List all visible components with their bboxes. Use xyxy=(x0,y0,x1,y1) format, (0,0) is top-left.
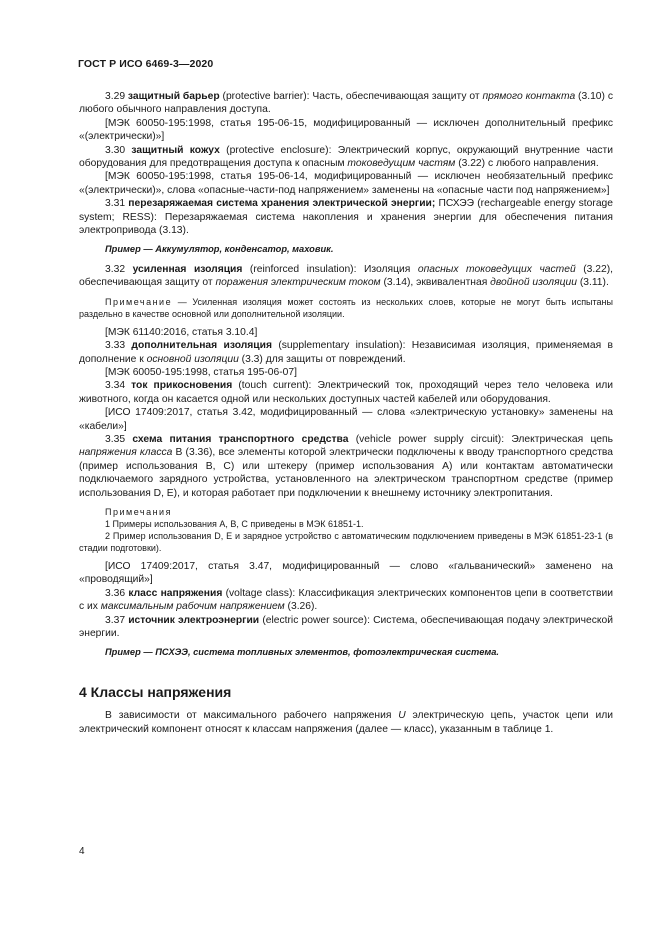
entry-english-term: (electric power source): xyxy=(262,614,370,626)
entry-3-36 xyxy=(79,587,613,614)
entry-text: (3.26). xyxy=(284,601,318,613)
entry-term: ток прикосновения xyxy=(131,380,233,392)
entry-number: 3.32 xyxy=(105,263,126,275)
entry-source: [ИСО 17409:2017, статья 3.47, модифицированный — слово «гальванический» заменено на «проводящий»] xyxy=(79,560,613,586)
entry-text: Изоляция xyxy=(356,263,418,275)
voltage-symbol: U xyxy=(398,710,406,722)
entry-note: 1 Примеры использования A, B, C приведены в МЭК 61851-1. xyxy=(105,518,364,529)
entry-number: 3.30 xyxy=(105,144,126,156)
section-paragraph xyxy=(79,709,613,736)
entry-source: [МЭК 60050-195:1998, статья 195-06-07] xyxy=(105,366,298,378)
entry-term: дополнительная изоляция xyxy=(131,340,272,352)
entry-reference: двойной изоляции xyxy=(490,277,577,289)
entry-english-term: (protective barrier): xyxy=(222,91,310,102)
entry-number: 3.37 xyxy=(105,614,126,626)
entry-text: (3.22) с любого направления. xyxy=(455,158,599,170)
entry-text: B (3.36), все элементы которой электрически подключены к вводу транспортного средства (пример использования B, C) или штекеру (пример использования A) или контактам автоматически подключаемого зарядного устройства, установленного на электрическом транспортном средстве (пример использования D, E), и которая работает при подключении к внешнему источнику электропитания. xyxy=(79,447,613,499)
entry-source: [ИСО 17409:2017, статья 3.42, модифицированный — слова «электрическую установку» заменены на «кабели»] xyxy=(79,407,613,432)
entry-term: защитный кожух xyxy=(131,144,220,156)
entry-3-30 xyxy=(79,144,613,171)
entry-3-37 xyxy=(79,614,613,641)
entry-number: 3.36 xyxy=(105,587,126,599)
entry-source: [МЭК 60050-195:1998, статья 195-06-15, модифицированный — исключен дополнительный префикс «(электрически)»] xyxy=(79,117,613,143)
entry-term: схема питания транспортного средства xyxy=(132,433,349,445)
entry-3-34 xyxy=(79,379,613,406)
entry-3-35 xyxy=(79,433,613,500)
notes-title: Примечания xyxy=(105,506,172,517)
entry-number: 3.33 xyxy=(105,340,126,352)
entry-english-term: (vehicle power supply circuit): xyxy=(355,433,505,445)
entry-reference: основной изоляции xyxy=(146,353,239,365)
entry-reference: напряжения класса xyxy=(79,447,173,459)
entry-english-term: ПСХЭЭ (rechargeable energy storage system; RESS): xyxy=(79,198,614,223)
document-body xyxy=(79,90,613,736)
note-label: Примечание xyxy=(105,296,173,307)
entry-reference: опасных токоведущих частей xyxy=(417,263,576,275)
entry-term: защитный барьер xyxy=(127,91,220,102)
entry-number: 3.31 xyxy=(105,198,126,210)
entry-english-term: (touch current): xyxy=(238,380,312,392)
entry-term: усиленная изоляция xyxy=(132,263,243,275)
entry-term: источник электроэнергии xyxy=(128,614,260,626)
entry-3-31 xyxy=(79,197,613,237)
paragraph-text: электрическую цепь, участок цепи или электрический компонент относят к классам напряжения (далее — класс), указанным в таблице 1. xyxy=(79,710,613,735)
section-heading: 4 Классы напряжения xyxy=(79,683,232,700)
document-header: ГОСТ Р ИСО 6469-3—2020 xyxy=(78,58,214,70)
entry-text: Классификация электрических компонентов цепи в соответствии с их xyxy=(79,587,613,613)
paragraph-text: В зависимости от максимального рабочего напряжения xyxy=(105,710,399,722)
note-text: — Усиленная изоляция может состоять из нескольких слоев, которые не могут быть испытаны раздельно в качестве основной или дополнительной изоляции. xyxy=(79,296,613,319)
entry-text: (3.10) с любого обычного направления доступа. xyxy=(79,91,613,116)
entry-3-32 xyxy=(79,263,613,290)
entry-source: [МЭК 61140:2016, статья 3.10.4] xyxy=(105,326,258,338)
entry-note: 2 Пример использования D, E и зарядное устройство с автоматическим подключением приведены в МЭК 61851-23-1 (в стадии подготовки). xyxy=(79,530,613,553)
entry-text: Независимая изоляция, применяемая в дополнение к xyxy=(79,340,613,365)
entry-text: (3.11). xyxy=(576,277,609,289)
entry-english-term: (voltage class): xyxy=(225,587,296,599)
entry-reference: поражения электрическим током xyxy=(215,277,381,289)
entry-text: Электрический корпус, окружающий внутренние части оборудования для предотвращения доступа к опасным xyxy=(79,144,613,170)
entry-source: [МЭК 60050-195:1998, статья 195-06-14, модифицированный — исключен необязательный префикс «(электрически)», слова «опасные-части-под напряжением» заменены на «опасные части под напряжением»] xyxy=(79,171,613,196)
page-number: 4 xyxy=(79,846,85,857)
entry-text: Электрический ток, проходящий через тело человека или животного, когда он касается одной или нескольких доступных частей кабелей или оборудования. xyxy=(79,380,613,405)
entry-text: (3.3) для защиты от повреждений. xyxy=(238,353,406,365)
entry-text: Часть, обеспечивающая защиту от xyxy=(309,91,483,102)
entry-text: Электрическая цепь xyxy=(504,433,613,445)
entry-reference: прямого контакта xyxy=(482,91,576,102)
entry-text: Система, обеспечивающая подачу электрической энергии. xyxy=(79,614,613,639)
entry-text: Перезаряжаемая система накопления и хранения энергии для обеспечения питания электропривода (3.13). xyxy=(79,211,613,237)
entry-3-33 xyxy=(79,339,613,366)
entry-number: 3.35 xyxy=(105,433,126,445)
entry-number: 3.34 xyxy=(105,380,126,392)
entry-term: класс напряжения xyxy=(128,587,223,599)
entry-text: (3.14), эквивалентная xyxy=(380,277,491,289)
entry-english-term: (supplementary insulation): xyxy=(278,340,406,352)
entry-note xyxy=(79,296,613,320)
entry-reference: токоведущим частям xyxy=(347,158,456,170)
entry-example: Пример — Аккумулятор, конденсатор, маховик. xyxy=(105,244,334,255)
entry-3-29 xyxy=(79,90,613,117)
entry-number: 3.29 xyxy=(105,91,126,102)
entry-english-term: (reinforced insulation): xyxy=(249,263,357,275)
entry-english-term: (protective enclosure): xyxy=(226,144,332,156)
entry-reference: максимальным рабочим напряжением xyxy=(100,601,285,613)
entry-example: Пример — ПСХЭЭ, система топливных элементов, фотоэлектрическая система. xyxy=(105,647,499,658)
entry-term: перезаряжаемая система хранения электрической энергии; xyxy=(128,198,436,210)
entry-text: (3.22), обеспечивающая защиту от xyxy=(79,263,613,289)
